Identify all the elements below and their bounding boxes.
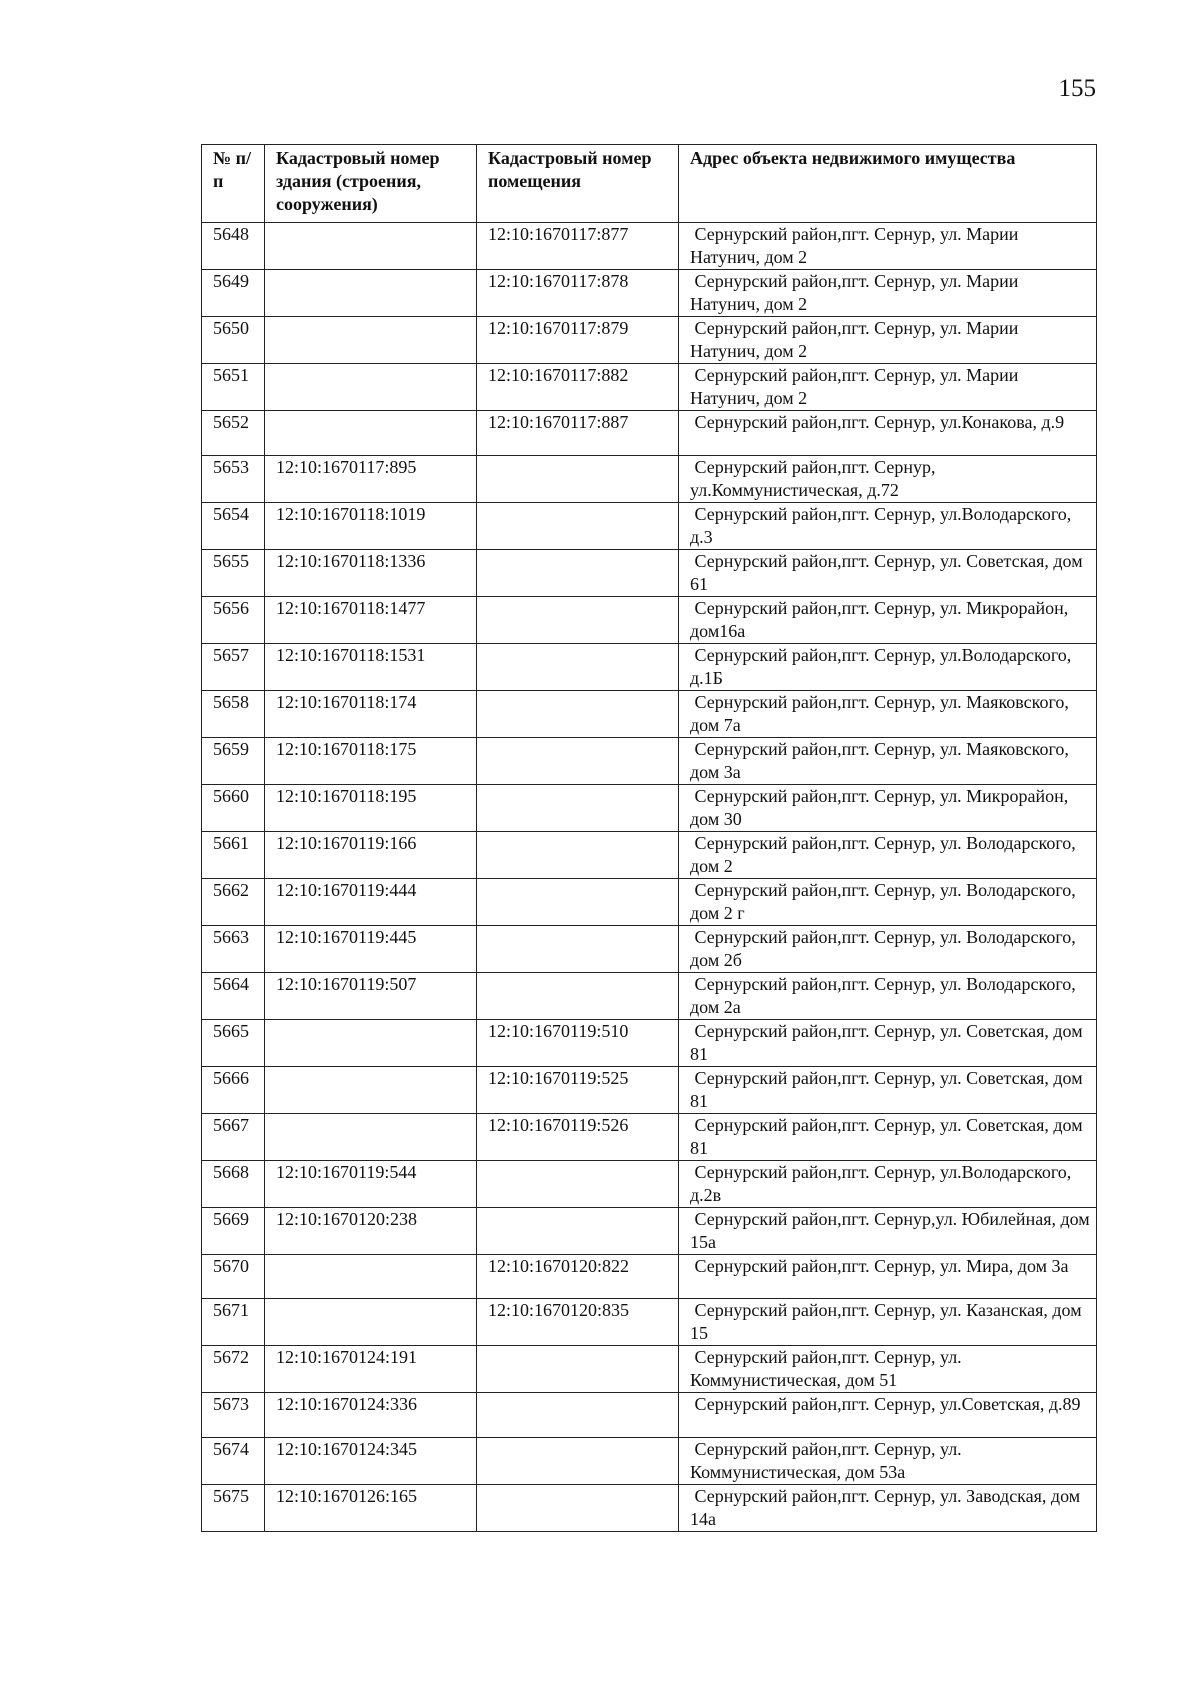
cell-building-cadastral: 12:10:1670119:444 — [265, 878, 477, 925]
table-row — [202, 972, 1097, 1019]
cell-room-cadastral — [477, 690, 679, 737]
cell-room-cadastral — [477, 737, 679, 784]
cell-room-cadastral — [477, 1207, 679, 1254]
cell-room-cadastral — [477, 878, 679, 925]
cell-building-cadastral: 12:10:1670124:191 — [265, 1346, 477, 1393]
cell-room-cadastral — [477, 1393, 679, 1438]
cell-building-cadastral — [265, 1254, 477, 1299]
cell-building-cadastral: 12:10:1670119:544 — [265, 1160, 477, 1207]
table-header — [202, 145, 1097, 223]
cell-num: 5669 — [202, 1207, 265, 1254]
cell-building-cadastral: 12:10:1670118:1477 — [265, 596, 477, 643]
cell-num: 5666 — [202, 1066, 265, 1113]
cell-num: 5651 — [202, 364, 265, 411]
cell-num: 5674 — [202, 1437, 265, 1484]
cell-address: Сернурский район,пгт. Сернур, ул. Мира, дом 3а — [679, 1254, 1097, 1299]
cell-building-cadastral: 12:10:1670118:1336 — [265, 549, 477, 596]
table-row — [202, 878, 1097, 925]
cell-num: 5660 — [202, 784, 265, 831]
table-row — [202, 1066, 1097, 1113]
table-row — [202, 737, 1097, 784]
cell-room-cadastral: 12:10:1670119:510 — [477, 1019, 679, 1066]
cell-address: Сернурский район,пгт. Сернур, ул.Володарского, д.3 — [679, 502, 1097, 549]
table-row — [202, 831, 1097, 878]
cell-address: Сернурский район,пгт. Сернур, ул. Казанская, дом 15 — [679, 1299, 1097, 1346]
cell-num: 5675 — [202, 1484, 265, 1531]
table-row — [202, 1160, 1097, 1207]
cell-num: 5665 — [202, 1019, 265, 1066]
cell-room-cadastral: 12:10:1670117:877 — [477, 223, 679, 270]
cell-num: 5667 — [202, 1113, 265, 1160]
cell-num: 5655 — [202, 549, 265, 596]
cell-room-cadastral — [477, 549, 679, 596]
cell-address: Сернурский район,пгт. Сернур, ул. Володарского, дом 2б — [679, 925, 1097, 972]
cell-address: Сернурский район,пгт. Сернур, ул. Коммунистическая, дом 51 — [679, 1346, 1097, 1393]
cell-room-cadastral — [477, 784, 679, 831]
cell-address: Сернурский район,пгт. Сернур, ул.Конакова, д.9 — [679, 411, 1097, 456]
cell-room-cadastral: 12:10:1670119:526 — [477, 1113, 679, 1160]
cell-room-cadastral: 12:10:1670117:878 — [477, 270, 679, 317]
table-row — [202, 549, 1097, 596]
table-row — [202, 784, 1097, 831]
table-row — [202, 1019, 1097, 1066]
table-row — [202, 690, 1097, 737]
cell-address: Сернурский район,пгт. Сернур, ул. Микрорайон, дом 30 — [679, 784, 1097, 831]
header-building-cadastral: Кадастровый номер здания (строения, сооружения) — [265, 145, 477, 223]
cell-num: 5648 — [202, 223, 265, 270]
cell-building-cadastral: 12:10:1670119:507 — [265, 972, 477, 1019]
cell-num: 5670 — [202, 1254, 265, 1299]
cell-building-cadastral: 12:10:1670119:445 — [265, 925, 477, 972]
cell-room-cadastral — [477, 1437, 679, 1484]
cell-address: Сернурский район,пгт. Сернур, ул.Володарского, д.1Б — [679, 643, 1097, 690]
table-row — [202, 502, 1097, 549]
cell-building-cadastral — [265, 411, 477, 456]
cell-num: 5671 — [202, 1299, 265, 1346]
cell-building-cadastral — [265, 1113, 477, 1160]
table-row — [202, 364, 1097, 411]
cell-address: Сернурский район,пгт. Сернур, ул. Маяковского, дом 3а — [679, 737, 1097, 784]
cell-building-cadastral: 12:10:1670120:238 — [265, 1207, 477, 1254]
table-row — [202, 270, 1097, 317]
cell-address: Сернурский район,пгт. Сернур, ул. Микрорайон, дом16а — [679, 596, 1097, 643]
cell-num: 5672 — [202, 1346, 265, 1393]
cell-building-cadastral: 12:10:1670118:175 — [265, 737, 477, 784]
cell-address: Сернурский район,пгт. Сернур, ул. Советская, дом 61 — [679, 549, 1097, 596]
cell-building-cadastral: 12:10:1670126:165 — [265, 1484, 477, 1531]
cell-num: 5668 — [202, 1160, 265, 1207]
cell-room-cadastral — [477, 925, 679, 972]
cell-address: Сернурский район,пгт. Сернур, ул. Марии Натунич, дом 2 — [679, 270, 1097, 317]
cell-room-cadastral — [477, 596, 679, 643]
cell-building-cadastral — [265, 1066, 477, 1113]
cell-building-cadastral: 12:10:1670124:345 — [265, 1437, 477, 1484]
table-row — [202, 925, 1097, 972]
cell-room-cadastral — [477, 1160, 679, 1207]
cell-num: 5658 — [202, 690, 265, 737]
table-row — [202, 1393, 1097, 1438]
cell-address: Сернурский район,пгт. Сернур, ул.Советская, д.89 — [679, 1393, 1097, 1438]
table-row — [202, 455, 1097, 502]
cell-building-cadastral: 12:10:1670118:1019 — [265, 502, 477, 549]
cell-building-cadastral — [265, 223, 477, 270]
cell-building-cadastral — [265, 270, 477, 317]
cell-room-cadastral: 12:10:1670120:822 — [477, 1254, 679, 1299]
cell-address: Сернурский район,пгт. Сернур, ул. Марии Натунич, дом 2 — [679, 317, 1097, 364]
cell-room-cadastral — [477, 1346, 679, 1393]
page-number: 155 — [1058, 75, 1096, 102]
property-registry-table — [201, 144, 1097, 1532]
cell-room-cadastral: 12:10:1670119:525 — [477, 1066, 679, 1113]
cell-room-cadastral — [477, 502, 679, 549]
table-row — [202, 1254, 1097, 1299]
cell-num: 5663 — [202, 925, 265, 972]
cell-address: Сернурский район,пгт. Сернур, ул. Заводская, дом 14а — [679, 1484, 1097, 1531]
cell-address: Сернурский район,пгт. Сернур, ул. Советская, дом 81 — [679, 1066, 1097, 1113]
table-row — [202, 1484, 1097, 1531]
cell-building-cadastral — [265, 364, 477, 411]
cell-num: 5654 — [202, 502, 265, 549]
cell-num: 5650 — [202, 317, 265, 364]
cell-num: 5649 — [202, 270, 265, 317]
cell-address: Сернурский район,пгт. Сернур, ул.Володарского, д.2в — [679, 1160, 1097, 1207]
cell-building-cadastral — [265, 1019, 477, 1066]
table-row — [202, 223, 1097, 270]
cell-num: 5656 — [202, 596, 265, 643]
cell-building-cadastral: 12:10:1670118:1531 — [265, 643, 477, 690]
cell-num: 5659 — [202, 737, 265, 784]
cell-building-cadastral: 12:10:1670117:895 — [265, 455, 477, 502]
cell-building-cadastral: 12:10:1670124:336 — [265, 1393, 477, 1438]
table-row — [202, 1113, 1097, 1160]
cell-room-cadastral: 12:10:1670117:887 — [477, 411, 679, 456]
cell-room-cadastral — [477, 643, 679, 690]
table-row — [202, 1299, 1097, 1346]
cell-building-cadastral — [265, 317, 477, 364]
cell-num: 5653 — [202, 455, 265, 502]
header-num: № п/п — [202, 145, 265, 223]
cell-address: Сернурский район,пгт. Сернур, ул. Марии Натунич, дом 2 — [679, 223, 1097, 270]
cell-num: 5664 — [202, 972, 265, 1019]
cell-num: 5673 — [202, 1393, 265, 1438]
cell-room-cadastral: 12:10:1670117:882 — [477, 364, 679, 411]
cell-address: Сернурский район,пгт. Сернур, ул. Маяковского, дом 7а — [679, 690, 1097, 737]
cell-num: 5652 — [202, 411, 265, 456]
table-row — [202, 1346, 1097, 1393]
header-room-cadastral: Кадастровый номер помещения — [477, 145, 679, 223]
cell-num: 5661 — [202, 831, 265, 878]
table-row — [202, 317, 1097, 364]
header-address: Адрес объекта недвижимого имущества — [679, 145, 1097, 223]
table-row — [202, 643, 1097, 690]
cell-room-cadastral — [477, 831, 679, 878]
cell-building-cadastral: 12:10:1670119:166 — [265, 831, 477, 878]
cell-address: Сернурский район,пгт. Сернур, ул. Володарского, дом 2а — [679, 972, 1097, 1019]
cell-address: Сернурский район,пгт. Сернур, ул. Советская, дом 81 — [679, 1113, 1097, 1160]
cell-address: Сернурский район,пгт. Сернур, ул. Коммунистическая, дом 53а — [679, 1437, 1097, 1484]
cell-address: Сернурский район,пгт. Сернур, ул. Марии Натунич, дом 2 — [679, 364, 1097, 411]
table-row — [202, 1437, 1097, 1484]
table-row — [202, 596, 1097, 643]
cell-building-cadastral: 12:10:1670118:174 — [265, 690, 477, 737]
table-row — [202, 411, 1097, 456]
cell-room-cadastral — [477, 1484, 679, 1531]
cell-address: Сернурский район,пгт. Сернур,ул. Юбилейная, дом 15а — [679, 1207, 1097, 1254]
table-row — [202, 1207, 1097, 1254]
cell-address: Сернурский район,пгт. Сернур, ул. Советская, дом 81 — [679, 1019, 1097, 1066]
cell-building-cadastral: 12:10:1670118:195 — [265, 784, 477, 831]
cell-num: 5657 — [202, 643, 265, 690]
header-row — [202, 145, 1097, 223]
cell-room-cadastral — [477, 455, 679, 502]
cell-room-cadastral: 12:10:1670117:879 — [477, 317, 679, 364]
cell-address: Сернурский район,пгт. Сернур, ул.Коммунистическая, д.72 — [679, 455, 1097, 502]
cell-num: 5662 — [202, 878, 265, 925]
cell-room-cadastral: 12:10:1670120:835 — [477, 1299, 679, 1346]
cell-address: Сернурский район,пгт. Сернур, ул. Володарского, дом 2 г — [679, 878, 1097, 925]
cell-room-cadastral — [477, 972, 679, 1019]
cell-address: Сернурский район,пгт. Сернур, ул. Володарского, дом 2 — [679, 831, 1097, 878]
cell-building-cadastral — [265, 1299, 477, 1346]
table-body — [202, 223, 1097, 1532]
